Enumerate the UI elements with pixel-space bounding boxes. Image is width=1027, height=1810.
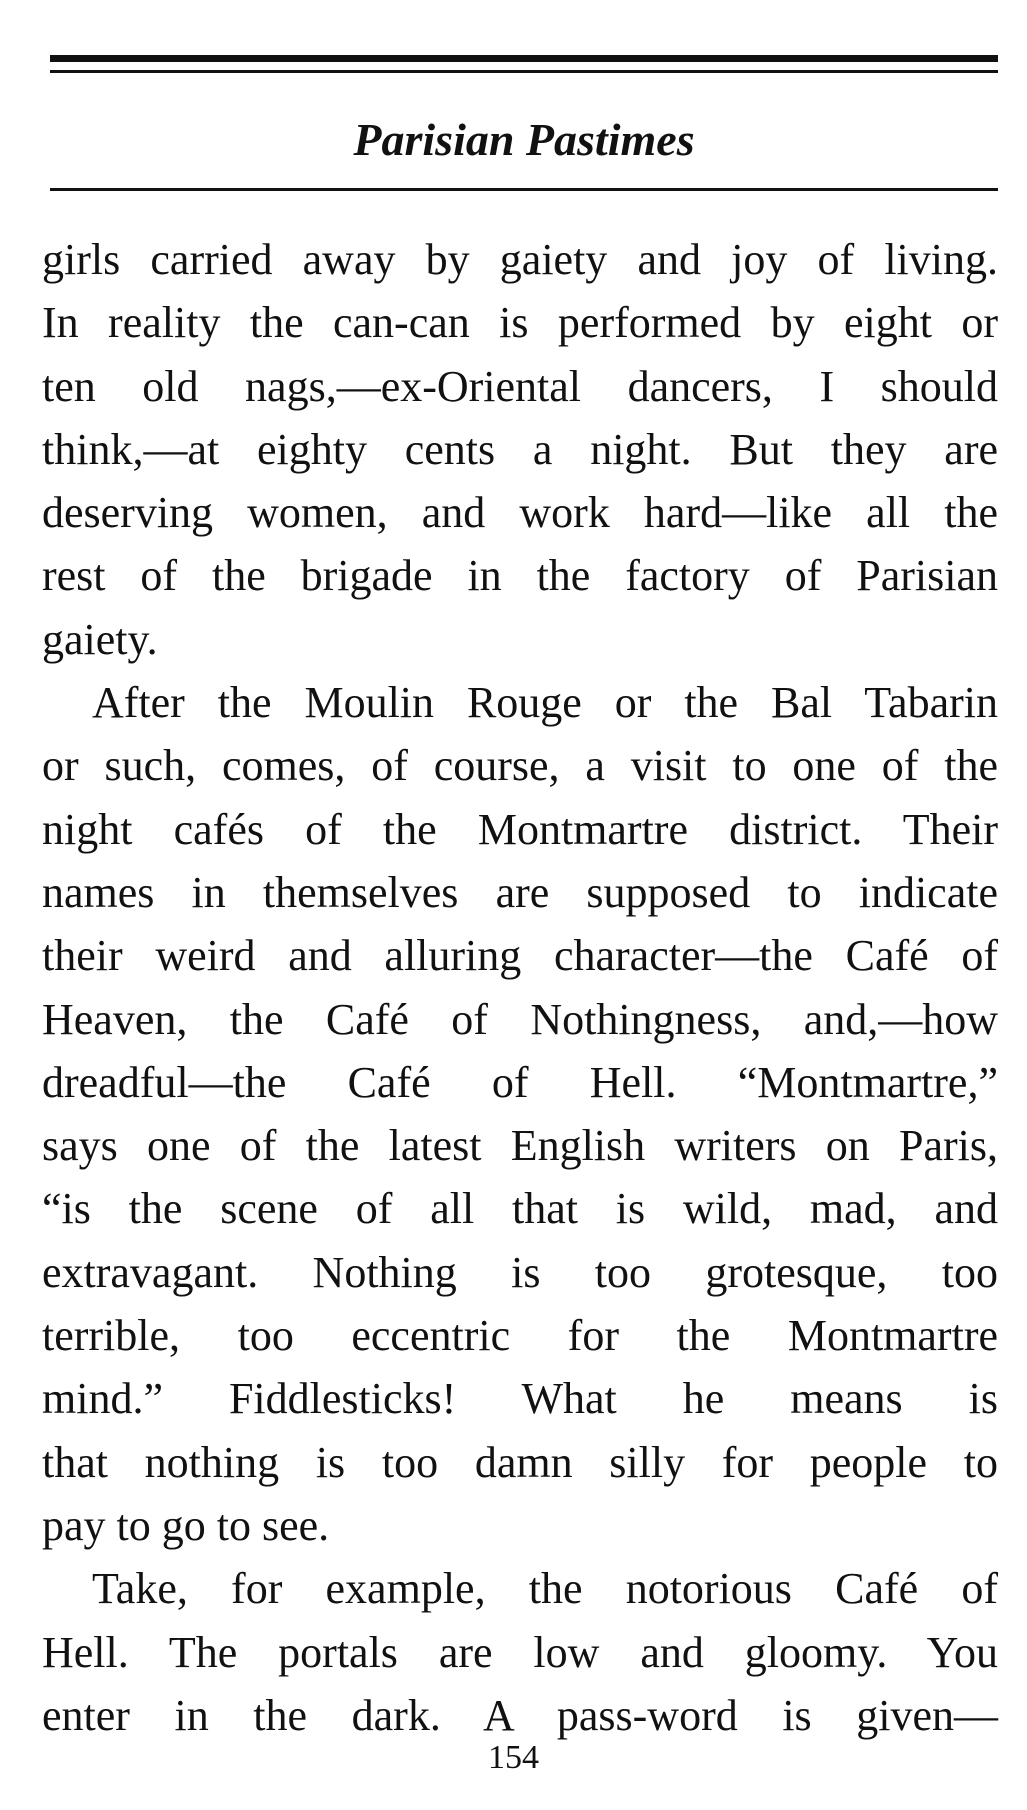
running-head: Parisian Pastimes [353,114,695,165]
text-line: enter in the dark. A pass-word is given— [42,1690,998,1740]
text-line: gaiety. [42,614,158,664]
top-rule-thin [50,70,998,73]
text-line: mind.” Fiddlesticks! What he means is [42,1374,998,1424]
body-text [42,228,998,1747]
text-line: deserving women, and work hard—like all the [42,488,998,538]
text-line: girls carried away by gaiety and joy of living. [42,235,998,284]
text-line: says one of the latest English writers on Paris, [42,1121,998,1171]
text-line: Take, for example, the notorious Café of [92,1564,998,1614]
text-line: think,—at eighty cents a night. But they are [42,424,998,474]
text-line: night cafés of the Montmartre district. Their [42,804,998,854]
text-line: ten old nags,—ex-Oriental dancers, I should [42,361,998,411]
text-line: “is the scene of all that is wild, mad, and [42,1184,998,1234]
text-line: extravagant. Nothing is too grotesque, too [42,1247,998,1297]
text-line: pay to go to see. [42,1500,330,1550]
text-line: In reality the can-can is performed by eight or [42,298,998,348]
text-line: terrible, too eccentric for the Montmartre [42,1311,998,1361]
text-line: rest of the brigade in the factory of Parisian [42,551,998,601]
text-line: or such, comes, of course, a visit to one of the [42,741,998,791]
page-number: 154 [488,1739,539,1776]
top-rule-thick [50,55,998,62]
text-line: that nothing is too damn silly for people to [42,1437,998,1487]
text-line: dreadful—the Café of Hell. “Montmartre,” [42,1057,998,1107]
text-line: their weird and alluring character—the Café of [42,931,998,981]
text-line: After the Moulin Rouge or the Bal Tabarin [92,678,998,728]
text-line: Hell. The portals are low and gloomy. You [42,1627,998,1677]
text-line: Heaven, the Café of Nothingness, and,—how [42,994,998,1044]
header-rule [50,188,998,191]
text-line: names in themselves are supposed to indicate [42,867,998,917]
